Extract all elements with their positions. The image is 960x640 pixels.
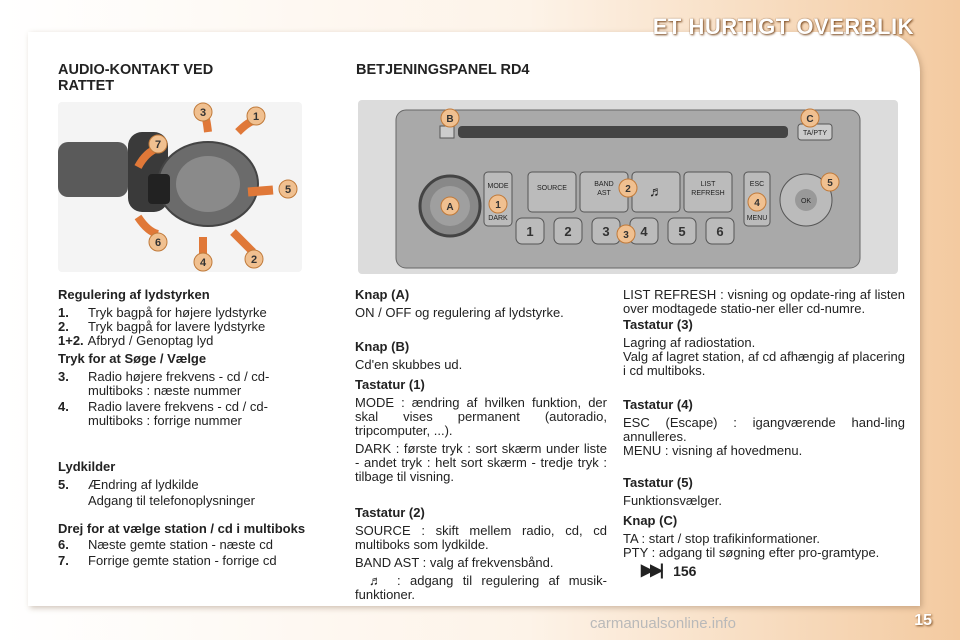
callout-a-label: A bbox=[446, 202, 454, 213]
preset-6-label: 6 bbox=[716, 224, 724, 239]
page-number: 15 bbox=[914, 612, 932, 629]
tastatur-2-band-text: BAND AST : valg af frekvensbånd. bbox=[355, 555, 554, 570]
tastatur-1-mode-text: MODE : ændring af hvilken funktion, der skal vises permanent (autoradio, tripcomputer, ...). bbox=[355, 395, 607, 438]
right-text-column bbox=[623, 288, 905, 578]
arrow-2 bbox=[233, 232, 253, 252]
item-num: 4. bbox=[58, 399, 69, 414]
list-item bbox=[58, 478, 308, 492]
knap-b-heading: Knap (B) bbox=[355, 339, 410, 354]
rd4-control-panel-illustration bbox=[358, 100, 898, 274]
tastatur-1-heading: Tastatur (1) bbox=[355, 377, 425, 392]
item-text: Afbryd / Genoptag lyd bbox=[87, 333, 214, 348]
tastatur-5-text: Funktionsvælger. bbox=[623, 493, 722, 508]
rd4-panel-drawing bbox=[358, 100, 898, 274]
item-text: Tryk bagpå for lavere lydstyrke bbox=[88, 319, 266, 334]
list-refresh-text: LIST REFRESH : visning og opdate-ring af listen over modtagede statio-ner eller cd-numre. bbox=[623, 287, 905, 316]
callout-4-label: 4 bbox=[199, 257, 207, 269]
tastatur-3-text-2: Valg af lagret station, af cd afhængig af placering i cd multiboks. bbox=[623, 349, 905, 378]
callout-6-label: 6 bbox=[154, 237, 162, 249]
source-label: SOURCE bbox=[537, 185, 567, 192]
tastatur-2-heading: Tastatur (2) bbox=[355, 505, 425, 520]
page-header-title: ET HURTIGT OVERBLIK bbox=[652, 14, 914, 39]
list-item bbox=[58, 400, 308, 428]
callout-3-label: 3 bbox=[623, 230, 629, 241]
tastatur-5-heading: Tastatur (5) bbox=[623, 475, 693, 490]
tastatur-4-heading: Tastatur (4) bbox=[623, 397, 693, 412]
item-num: 2. bbox=[58, 319, 69, 334]
tastatur-1-dark-text: DARK : første tryk : sort skærm under liste - andet tryk : helt sort skærm - tredje tryk : tilbage til visning. bbox=[355, 441, 607, 484]
source-heading: Lydkilder bbox=[58, 459, 116, 474]
source-button bbox=[528, 172, 576, 212]
item-num: 6. bbox=[58, 537, 69, 552]
item-text: Radio lavere frekvens - cd / cd-multiboks : forrige nummer bbox=[88, 399, 268, 428]
preset-3-label: 3 bbox=[602, 224, 610, 239]
left-section-title: AUDIO-KONTAKT VED RATTET bbox=[58, 62, 214, 94]
esc-label: ESC bbox=[749, 181, 765, 188]
callout-4-label: 4 bbox=[754, 198, 760, 209]
music-icon: ♬ bbox=[649, 183, 663, 199]
right-section-title: BETJENINGSPANEL RD4 bbox=[356, 62, 530, 78]
item-num: 7. bbox=[58, 553, 69, 568]
list-item bbox=[58, 320, 308, 334]
refresh-label: REFRESH bbox=[691, 190, 725, 197]
item-num: 5. bbox=[58, 477, 69, 492]
callout-2-label: 2 bbox=[625, 184, 631, 195]
skip-forward-icon: ▶▶| bbox=[641, 562, 662, 579]
callout-1-label: 1 bbox=[252, 111, 260, 123]
station-heading: Drej for at vælge station / cd i multiboks bbox=[58, 521, 306, 536]
item-num: 1+2. bbox=[58, 333, 84, 348]
item-text: Radio højere frekvens - cd / cd-multiboks : næste nummer bbox=[88, 369, 270, 398]
arrow-6 bbox=[138, 217, 158, 234]
arrow-5 bbox=[248, 190, 273, 192]
cd-slot bbox=[458, 126, 788, 138]
music-note-icon: ♬ bbox=[369, 573, 388, 588]
callout-c-label: C bbox=[806, 114, 814, 125]
callout-3-label: 3 bbox=[199, 107, 207, 119]
reference-page-number: 156 bbox=[673, 563, 697, 579]
knap-a-text: ON / OFF og regulering af lydstyrke. bbox=[355, 305, 564, 320]
middle-text-column bbox=[355, 288, 607, 602]
callout-1-label: 1 bbox=[495, 200, 501, 211]
callout-2-label: 2 bbox=[250, 254, 258, 266]
callout-5-label: 5 bbox=[827, 178, 833, 189]
preset-4-label: 4 bbox=[640, 224, 648, 239]
item-text: Næste gemte station - næste cd bbox=[88, 537, 273, 552]
list-item bbox=[58, 554, 308, 568]
menu-label: MENU bbox=[746, 215, 768, 222]
item-num: 1. bbox=[58, 305, 69, 320]
tastatur-4-esc-text: ESC (Escape) : igangværende hand-ling annulleres. bbox=[623, 415, 905, 444]
knap-c-heading: Knap (C) bbox=[623, 513, 678, 528]
callout-b-label: B bbox=[446, 114, 454, 125]
ok-label: OK bbox=[800, 198, 812, 205]
list-item bbox=[58, 306, 308, 320]
item-text: Forrige gemte station - forrige cd bbox=[88, 553, 277, 568]
watermark: carmanualsonline.info bbox=[590, 615, 736, 632]
knap-c-pty-text: PTY : adgang til søgning efter pro-gramtype. bbox=[623, 545, 880, 560]
page-reference[interactable] bbox=[623, 564, 905, 578]
steering-audio-control-illustration bbox=[58, 102, 302, 272]
callout-5-label: 5 bbox=[284, 184, 292, 196]
list-label: LIST bbox=[700, 181, 716, 188]
tastatur-3-text-1: Lagring af radiostation. bbox=[623, 335, 756, 350]
stalk-arm bbox=[58, 142, 128, 197]
tastatur-4-menu-text: MENU : visning af hovedmenu. bbox=[623, 443, 803, 458]
volume-heading: Regulering af lydstyrken bbox=[58, 287, 210, 302]
preset-1-label: 1 bbox=[526, 224, 534, 239]
steering-control-drawing bbox=[58, 102, 302, 272]
item-num: 3. bbox=[58, 369, 69, 384]
eject-button bbox=[440, 126, 454, 138]
knap-a-heading: Knap (A) bbox=[355, 287, 410, 302]
tastatur-2-music-text bbox=[355, 574, 607, 602]
ta-label: TA/PTY bbox=[803, 130, 827, 137]
ast-label: AST bbox=[597, 190, 611, 197]
item-text: Ændring af lydkilde bbox=[88, 477, 199, 492]
left-text-column bbox=[58, 288, 308, 568]
knap-b-text: Cd'en skubbes ud. bbox=[355, 357, 463, 372]
item-text: Tryk bagpå for højere lydstyrke bbox=[88, 305, 267, 320]
band-label: BAND bbox=[594, 181, 614, 188]
thumb-wheel bbox=[148, 174, 170, 204]
list-item bbox=[58, 370, 308, 398]
tastatur-3-heading: Tastatur (3) bbox=[623, 317, 693, 332]
music-function-text: : adgang til regulering af musik-funktioner. bbox=[355, 573, 608, 602]
preset-2-label: 2 bbox=[564, 224, 572, 239]
phone-info-text: Adgang til telefonoplysninger bbox=[88, 493, 255, 508]
mode-label: MODE bbox=[487, 183, 509, 190]
list-item bbox=[58, 334, 308, 348]
callout-7-label: 7 bbox=[154, 139, 162, 151]
control-buttons bbox=[176, 156, 240, 212]
search-heading: Tryk for at Søge / Vælge bbox=[58, 351, 207, 366]
list-item bbox=[58, 538, 308, 552]
preset-5-label: 5 bbox=[678, 224, 686, 239]
tastatur-2-source-text: SOURCE : skift mellem radio, cd, cd multiboks som lydkilde. bbox=[355, 523, 607, 552]
dark-label: DARK bbox=[488, 215, 508, 222]
knap-c-ta-text: TA : start / stop trafikinformationer. bbox=[623, 531, 820, 546]
